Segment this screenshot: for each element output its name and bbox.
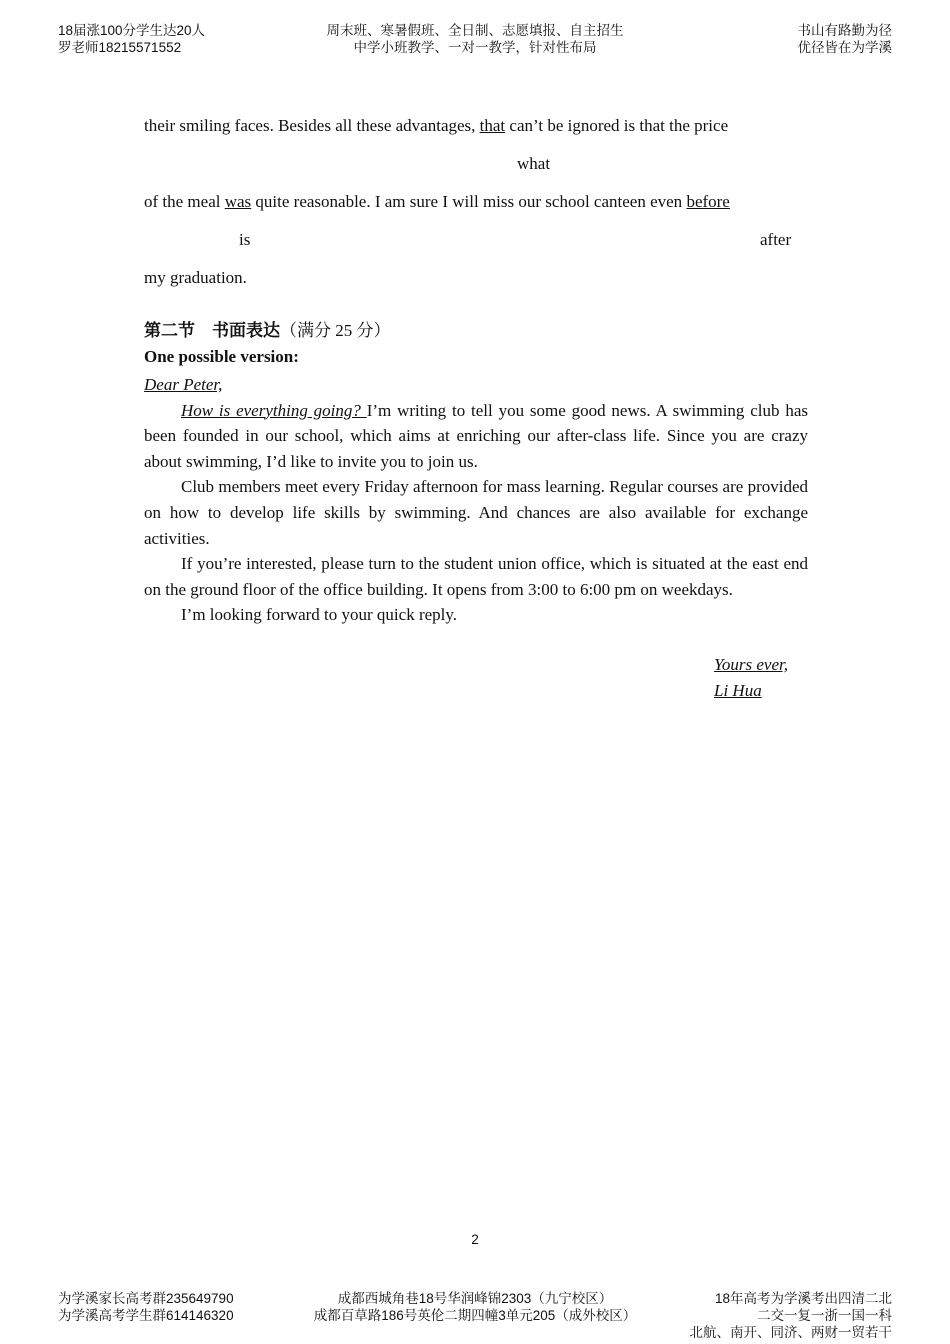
footer-left-line-1: 为学溪家长高考群235649790 <box>58 1291 234 1306</box>
page-number: 2 <box>471 1232 479 1247</box>
letter-closing: Yours ever, <box>714 655 788 674</box>
letter-signoff <box>714 652 788 703</box>
marked-word-was: was <box>224 192 252 211</box>
header-left-line-2: 罗老师18215571552 <box>58 40 182 55</box>
version-label: One possible version: <box>144 347 299 366</box>
header-right-line-1: 书山有路勤为径 <box>797 23 892 38</box>
footer-center-line-1: 成都西城角巷18号华润峰锦2303（九宁校区） <box>337 1291 613 1306</box>
header-center-line-1: 周末班、寒暑假班、全日制、志愿填报、自主招生 <box>326 23 624 38</box>
footer-left-line-2: 为学溪高考学生群614146320 <box>58 1308 234 1323</box>
footer-right-line-3: 北航、南开、同济、两财一贸若干 <box>689 1325 892 1340</box>
header-right <box>798 22 893 56</box>
footer-center-line-2: 成都百草路186号英伦二期四幢3单元205（成外校区） <box>313 1308 637 1323</box>
correction-what: what <box>517 154 551 173</box>
letter-body <box>144 372 808 628</box>
letter-salutation: Dear Peter, <box>144 375 223 394</box>
footer-right-line-2: 二交一复一浙一国一科 <box>757 1308 892 1323</box>
marked-word-that: that <box>479 116 506 135</box>
passage-line-2-before: of the meal <box>144 192 225 211</box>
correction-after: after <box>760 230 792 249</box>
letter-paragraph-1 <box>144 398 808 475</box>
header-right-line-2: 优径皆在为学溪 <box>797 40 892 55</box>
letter-greeting: How is everything going? <box>181 400 367 420</box>
correction-is: is <box>239 230 251 249</box>
passage-line-1-after: can’t be ignored is that the price <box>505 116 729 135</box>
section-title-main: 第二节 书面表达 <box>144 321 280 341</box>
letter-signature: Li Hua <box>714 680 762 700</box>
passage-line-3: my graduation. <box>144 268 247 287</box>
header-left-line-1: 18届涨100分学生达20人 <box>58 23 206 38</box>
letter-paragraph-4: I’m looking forward to your quick reply. <box>181 605 458 625</box>
marked-word-before: before <box>686 192 730 211</box>
passage-line-2 <box>144 192 730 212</box>
passage-line-1 <box>144 116 728 136</box>
passage-line-2-mid: quite reasonable. I am sure I will miss our school canteen even <box>251 192 687 211</box>
letter-paragraph-1-text: I’m writing to tell you some good news. A swimming club has been founded in our school, which aims at enriching our after-class life. Since you are crazy about swimming, I’d like to invite you to join us. <box>144 400 808 471</box>
passage-line-1-before: their smiling faces. Besides all these advantages, <box>144 116 480 135</box>
letter-paragraph-3: If you’re interested, please turn to the student union office, which is situated at the east end on the ground floor of the office building. It opens from 3:00 to 6:00 pm on weekdays. <box>144 554 808 599</box>
section-title <box>144 316 391 341</box>
letter-paragraph-2: Club members meet every Friday afternoon for mass learning. Regular courses are provided on how to develop life skills by swimming. And chances are also available for exchange activities. <box>144 477 808 548</box>
header-center-line-2: 中学小班教学、一对一教学，针对性布局 <box>353 40 597 55</box>
footer-right-line-1: 18年高考为学溪考出四清二北 <box>714 1291 892 1306</box>
section-score: （满分 25 分） <box>280 321 391 340</box>
footer-right <box>690 1290 893 1341</box>
